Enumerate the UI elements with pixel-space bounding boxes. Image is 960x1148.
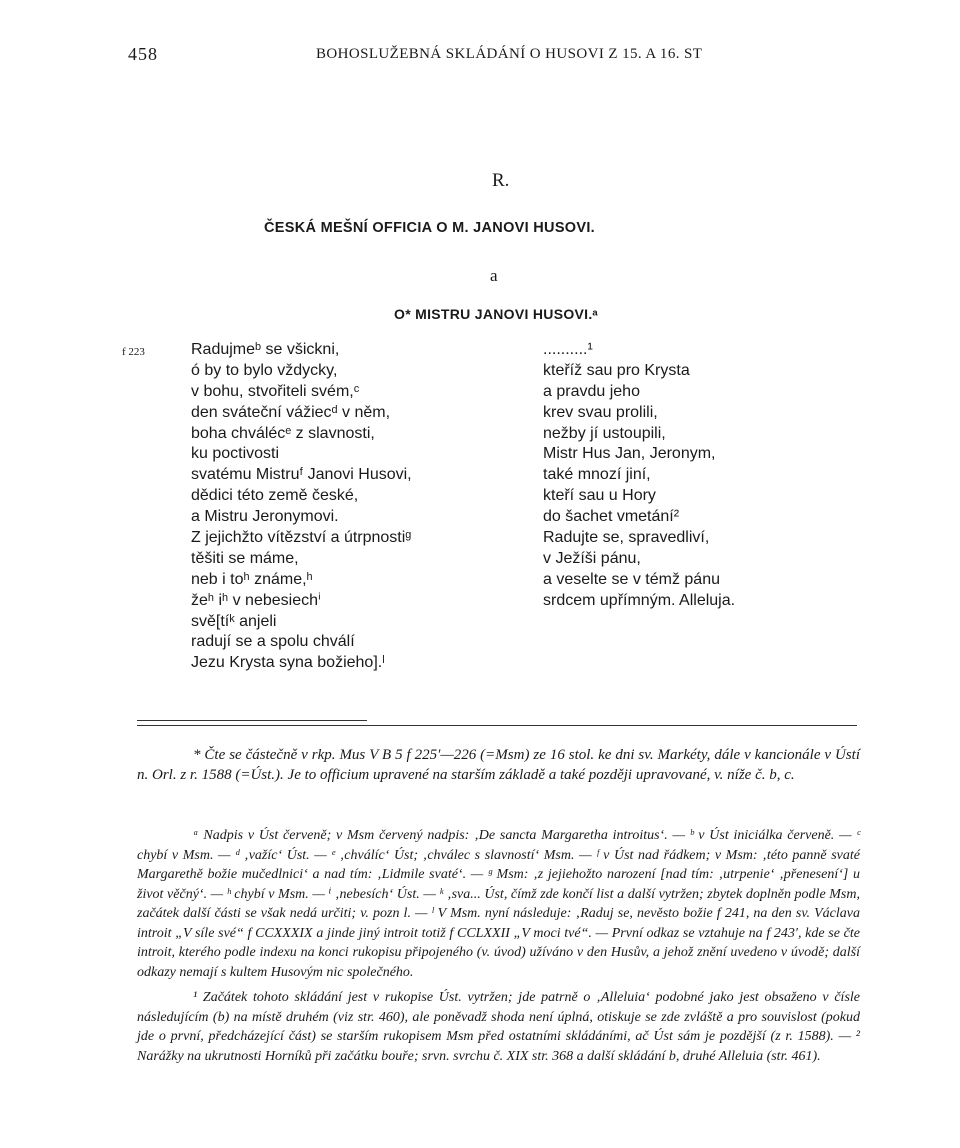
- verse-line: Radujmeᵇ se všickni,: [191, 341, 340, 358]
- verse-line: Mistr Hus Jan, Jeronym,: [543, 445, 716, 463]
- verse-line: ku poctivosti: [191, 445, 280, 463]
- verse-line: v bohu, stvořiteli svém,ᶜ: [191, 382, 360, 400]
- subsection-letter: a: [490, 266, 498, 285]
- verse-line: kteříž sau pro Krysta: [543, 361, 690, 379]
- verse-line: svě[tíᵏ anjeli: [191, 612, 277, 630]
- verse-line: ó by to bylo vždycky,: [191, 361, 338, 379]
- verse-line: a pravdu jeho: [543, 382, 640, 400]
- verse-line: do šachet vmetání²: [543, 508, 680, 526]
- footnote-rule-short: [137, 720, 367, 721]
- verse-line: Radujte se, spravedliví,: [543, 529, 710, 547]
- verse-line: srdcem upřímným. Alleluja.: [543, 591, 736, 609]
- verse-line: ..........¹: [543, 341, 593, 358]
- footnote-star-text: * Čte se částečně v rkp. Mus V B 5 f 225′—226 (=Msm) ze 16 stol. ke dni sv. Markéty, dále v kancionále v Ústí n. Orl. z r. 1588 (=Úst.). Je to officium upravené na starším základě a také později upravované, v. níže č. b, c.: [137, 747, 860, 783]
- section-title: ČESKÁ MEŠNÍ OFFICIA O M. JANOVI HUSOVI.: [264, 220, 595, 236]
- folio-marker: f 223: [122, 346, 145, 358]
- verse-line: kteří sau u Hory: [543, 487, 656, 505]
- verse-left-column: [191, 340, 521, 674]
- verse-line: také mnozí jiní,: [543, 466, 651, 484]
- footnotes-numbered: [137, 988, 860, 1066]
- verse-line: boha chválécᵉ z slavnosti,: [191, 424, 375, 442]
- verse-line: neb i toʰ známe,ʰ: [191, 570, 313, 588]
- running-head: BOHOSLUŽEBNÁ SKLÁDÁNÍ O HUSOVI Z 15. A 16. ST: [316, 46, 703, 62]
- verse-line: a Mistru Jeronymovi.: [191, 508, 339, 526]
- footnotes-numbered-text: ¹ Začátek tohoto skládání jest v rukopise Úst. vytržen; jde patrně o ‚Alleluia‘ podobné jako jest obsaženo v čísle následujícím (b) na místě druhém (viz str. 460), ale poněvadž shoda není úplná, otiskuje se zde zvláště a pro souvislost (pokud jde o první, předcházející část) se starším rukopisem Msm před ostatními skládáními, ač Úst sám je pozdější (z r. 1588). — ² Narážky na ukrutnosti Horníků při začátku bouře; srvn. svrchu č. XIX str. 368 a další skládání b, druhé Alleluia (str. 461).: [137, 990, 860, 1064]
- subsection-title: O* MISTRU JANOVI HUSOVI.ᵃ: [394, 306, 599, 322]
- verse-line: den sváteční vážiecᵈ v něm,: [191, 403, 391, 421]
- verse-line: v Ježíši pánu,: [543, 549, 641, 567]
- verse-line: svatému Mistruᶠ Janovi Husovi,: [191, 466, 412, 484]
- footnotes-lettered-text: ᵃ Nadpis v Úst červeně; v Msm červený nadpis: ‚De sancta Margaretha introitus‘. — ᵇ v Úst iniciálka červeně. — ᶜ chybí v Msm. — ᵈ ‚važíc‘ Úst. — ᵉ ‚chválíc‘ Úst; ‚chválec s slavností‘ Msm. — ᶠ v Úst nad řádkem; v Msm: ‚této panně svaté Margarethě božie mučedlnici‘ a nad tím: ‚Lidmile svaté‘. — ᵍ Msm: ‚z jejiehožto narození [nad tím: ‚utrpenie‘ ‚přenesení‘] u život věčný‘. — ʰ chybí v Msm. — ⁱ ‚nebesích‘ Úst. — ᵏ ‚sva... Úst, čímž zde končí list a další vytržen; zbytek doplněn podle Msm, začátek další části se však nedá určiti; v. pozn l. — ˡ V Msm. nyní následuje: ‚Raduj se, nevěsto božie f 241, na den sv. Václava introit „V síle své“ f CCXXXIX a jinde jiný introit totiž f CCLXXII „V moci tvé“. — První odkaz se vztahuje na f 243′, kde se čte introit, kterého podle indexu na konci rukopisu připojeného (v. úvod) užíváno v den Husův, a jehož znění uvedeno v úvodě; další odkazy nemají s kultem Husovým nic společného.: [137, 828, 860, 980]
- page-number: 458: [128, 44, 158, 64]
- verse-line: dědici této země české,: [191, 487, 359, 505]
- footnotes-lettered: [137, 826, 860, 982]
- verse-line: a veselte se v témž pánu: [543, 570, 720, 588]
- verse-line: těšiti se máme,: [191, 549, 299, 567]
- verse-line: nežby jí ustoupili,: [543, 424, 666, 442]
- verse-line: žeʰ iʰ v nebesiechⁱ: [191, 591, 321, 609]
- section-letter: R.: [492, 170, 510, 191]
- verse-line: Jezu Krysta syna božieho].ˡ: [191, 654, 385, 672]
- verse-line: radují se a spolu chválí: [191, 633, 355, 651]
- footnote-rule: [137, 725, 857, 726]
- verse-line: krev svau prolili,: [543, 403, 658, 421]
- verse-right-column: [543, 340, 823, 612]
- verse-line: Z jejichžto vítězství a útrpnostiᵍ: [191, 529, 412, 547]
- footnote-star: [137, 746, 860, 785]
